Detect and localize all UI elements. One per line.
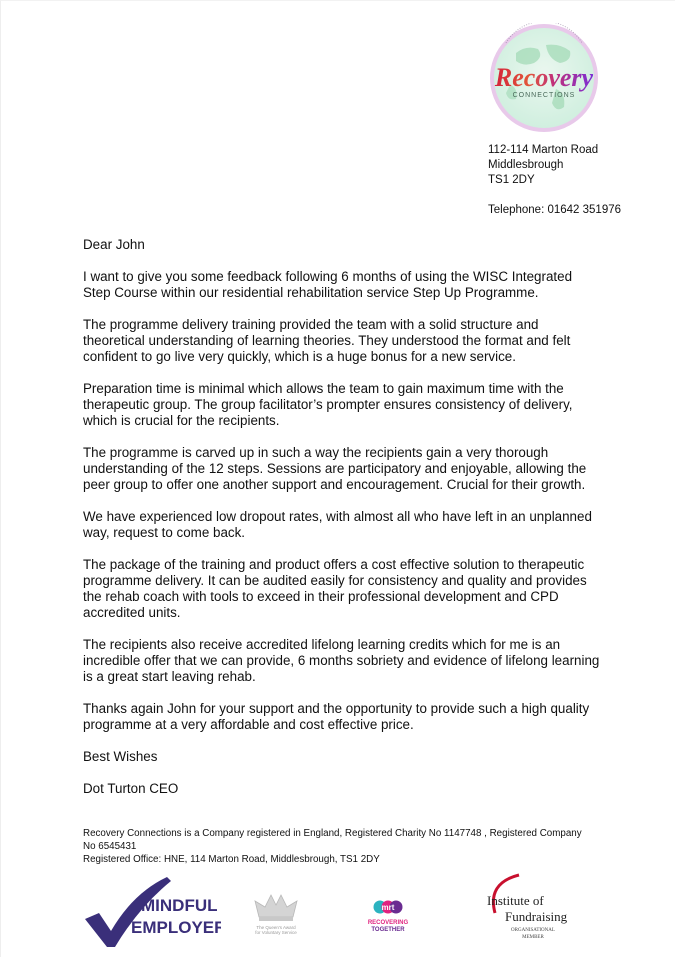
paragraph: The package of the training and product offers a cost effective solution to therapeutic programme delivery. It can be audited easily for consistency and quality and provides the rehab coach with tools to exceed in their professional development and CPD accredited units. xyxy=(83,557,587,620)
svg-text:Institute of: Institute of xyxy=(487,893,544,908)
recovery-connections-logo xyxy=(476,23,612,133)
svg-text:CONNECTIONS: CONNECTIONS xyxy=(512,92,576,99)
recovery-connections-globe-logo-icon xyxy=(476,23,612,133)
svg-text:RECOVERING: RECOVERING xyxy=(367,920,409,926)
svg-text:MEMBER: MEMBER xyxy=(522,935,544,940)
letter-body xyxy=(83,237,603,813)
paragraph: We have experienced low dropout rates, with almost all who have left in an unplanned way, request to come back. xyxy=(83,509,592,540)
svg-text:mrt: mrt xyxy=(381,903,395,912)
svg-text:ORGANISATIONAL: ORGANISATIONAL xyxy=(511,928,555,933)
greeting: Dear John xyxy=(83,237,145,252)
address-line-1: 112-114 Marton Road xyxy=(488,144,599,156)
crown-icon xyxy=(241,891,311,941)
paragraph: The programme is carved up in such a way the recipients gain a very thorough understanding of the 12 steps. Sessions are participatory and enjoyable, allowing the peer group to offer one another support and encouragement. Crucial for their growth. xyxy=(83,445,587,492)
registration-line-1: Recovery Connections is a Company registered in England, Registered Charity No 1147748 , Registered Company No 6545431 xyxy=(83,828,582,852)
registration-line-2: Registered Office: HNE, 114 Marton Road, Middlesbrough, TS1 2DY xyxy=(83,854,380,865)
telephone: Telephone: 01642 351976 xyxy=(488,204,622,216)
queens-award-logo xyxy=(241,891,311,941)
svg-text:for Voluntary Service: for Voluntary Service xyxy=(255,930,297,935)
address-line-3: TS1 2DY xyxy=(488,174,535,186)
mindful-employer-logo xyxy=(81,871,221,951)
sender-address xyxy=(488,143,621,218)
svg-text:TOGETHER: TOGETHER xyxy=(371,927,405,933)
svg-text:MINDFUL: MINDFUL xyxy=(141,896,218,915)
paragraph: Thanks again John for your support and the opportunity to provide such a high quality programme at a very affordable and cost effective price. xyxy=(83,701,590,732)
paragraph: The recipients also receive accredited lifelong learning credits which for me is an incredible offer that we can provide, 6 months sobriety and evidence of lifelong learning is a great start leaving rehab. xyxy=(83,637,600,684)
paragraph: Preparation time is minimal which allows the team to gain maximum time with the therapeutic group. The group facilitator’s prompter ensures consistency of delivery, which is crucial for the recipients. xyxy=(83,381,573,428)
closing: Best Wishes xyxy=(83,749,158,764)
svg-text:The Queen's Award: The Queen's Award xyxy=(256,925,296,930)
arc-icon xyxy=(479,869,569,949)
address-line-2: Middlesbrough xyxy=(488,159,564,171)
svg-text:EMPLOYER: EMPLOYER xyxy=(131,918,221,937)
mrt-badge-icon xyxy=(363,897,413,935)
mrt-recovering-together-logo xyxy=(363,897,413,935)
paragraph: The programme delivery training provided the team with a solid structure and theoretical understanding of learning theories. They understood the format and felt confident to go live very quickly, which is a huge bonus for a new service. xyxy=(83,317,571,364)
svg-text:Recovery: Recovery xyxy=(494,63,594,92)
institute-of-fundraising-logo xyxy=(479,869,569,949)
accreditation-logos xyxy=(1,861,675,957)
signature: Dot Turton CEO xyxy=(83,781,179,796)
svg-text:Fundraising: Fundraising xyxy=(505,909,568,924)
checkmark-icon xyxy=(81,871,221,951)
paragraph: I want to give you some feedback following 6 months of using the WISC Integrated Step Course within our residential rehabilitation service Step Up Programme. xyxy=(83,269,573,300)
